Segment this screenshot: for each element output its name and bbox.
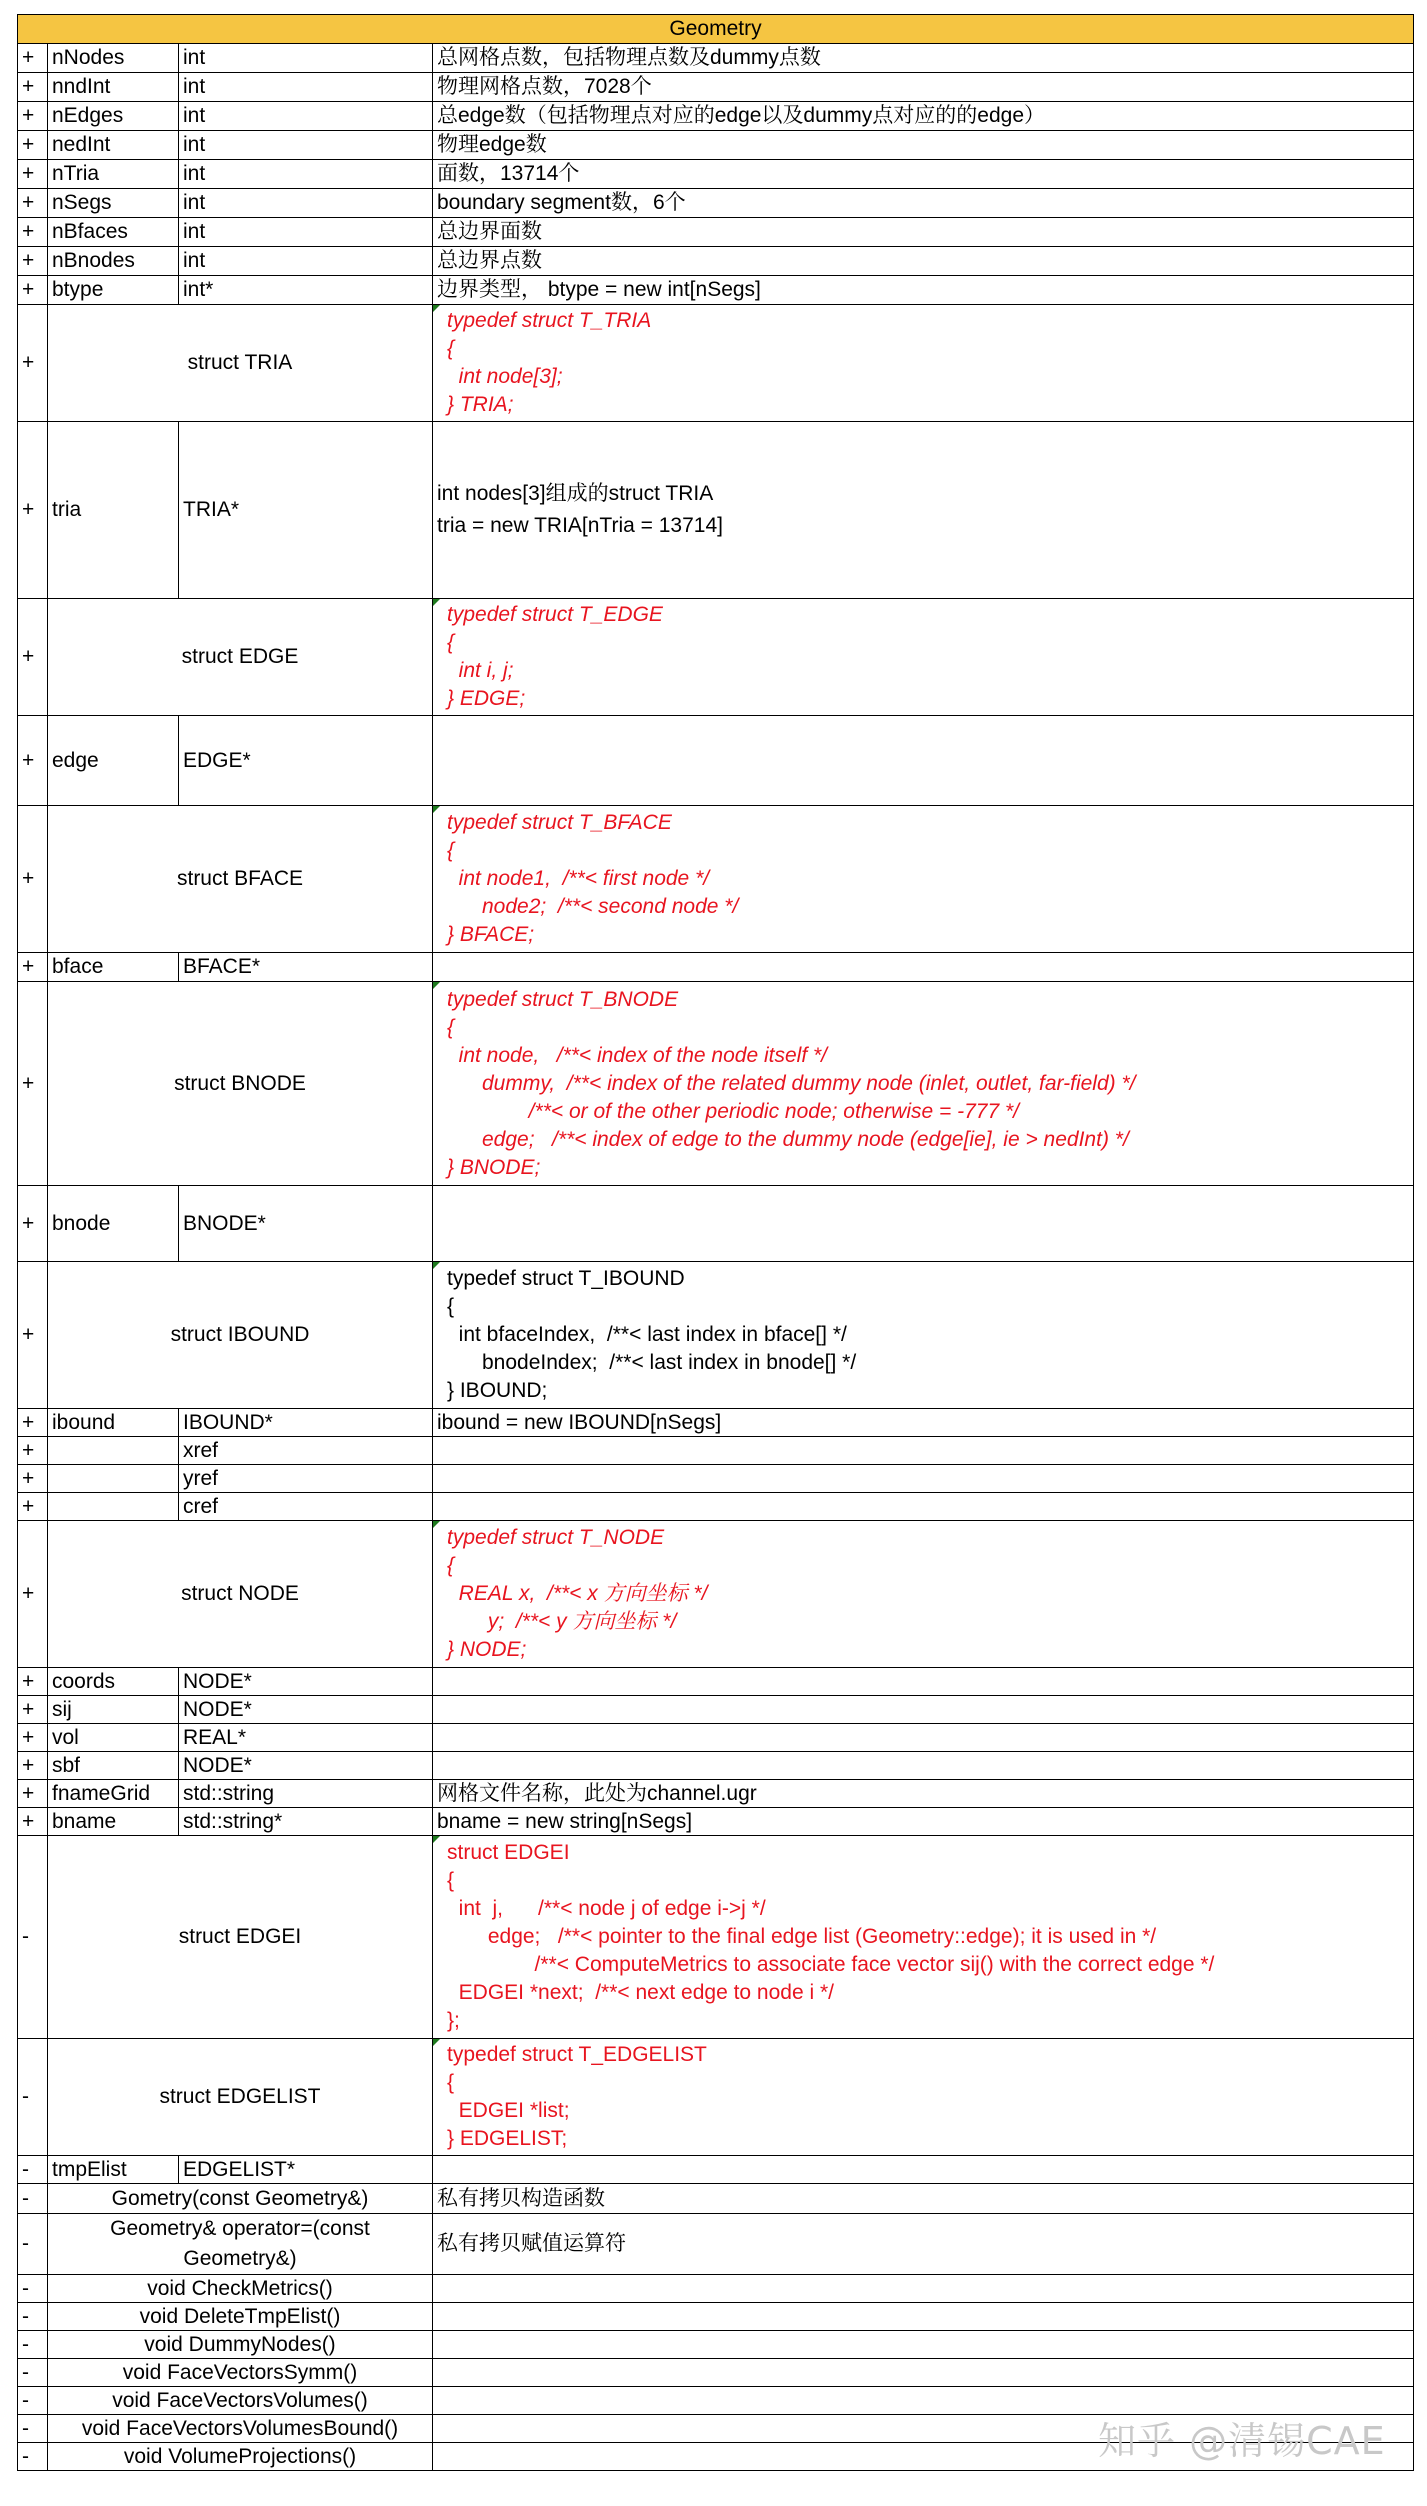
method-description: 私有拷贝赋值运算符 <box>433 2214 1414 2275</box>
member-type: TRIA* <box>179 422 433 599</box>
member-description <box>433 1724 1414 1752</box>
code-line: edge; /**< index of edge to the dummy node (edge[ie], ie > nedInt) */ <box>447 1127 1129 1151</box>
struct-row <box>18 1262 1414 1409</box>
member-description: 总edge数（包括物理点对应的edge以及dummy点对应的的edge） <box>433 102 1414 131</box>
row-sign: + <box>18 247 48 276</box>
method-row <box>18 2303 1414 2331</box>
code-line: /**< or of the other periodic node; otherwise = -777 */ <box>447 1099 1019 1123</box>
row-sign: + <box>18 982 48 1186</box>
member-description: 总边界点数 <box>433 247 1414 276</box>
row-sign: + <box>18 716 48 806</box>
code-line: typedef struct T_BNODE <box>447 987 679 1011</box>
row-sign: + <box>18 1437 48 1465</box>
struct-code <box>433 806 1414 953</box>
code-line: typedef struct T_BFACE <box>447 811 672 834</box>
row-sign: - <box>18 2275 48 2303</box>
method-signature: void DummyNodes() <box>48 2331 433 2359</box>
row-sign: - <box>18 2443 48 2471</box>
struct-code <box>433 1262 1414 1409</box>
table-row <box>18 160 1414 189</box>
method-signature: void CheckMetrics() <box>48 2275 433 2303</box>
table-row <box>18 1696 1414 1724</box>
struct-label: struct EDGEI <box>48 1836 433 2039</box>
member-type: int* <box>179 276 433 305</box>
member-name: bnode <box>48 1186 179 1262</box>
member-type: cref <box>179 1493 433 1521</box>
row-sign: + <box>18 1696 48 1724</box>
struct-label: struct EDGELIST <box>48 2039 433 2156</box>
table-row <box>18 44 1414 73</box>
member-type: int <box>179 44 433 73</box>
table-row <box>18 189 1414 218</box>
row-sign: + <box>18 599 48 716</box>
member-type: std::string* <box>179 1808 433 1836</box>
method-signature: void FaceVectorsVolumes() <box>48 2387 433 2415</box>
member-description <box>433 1493 1414 1521</box>
code-line: struct EDGEI <box>447 1841 570 1864</box>
row-sign: + <box>18 1521 48 1668</box>
code-line: { <box>447 1015 455 1039</box>
method-signature: void FaceVectorsSymm() <box>48 2359 433 2387</box>
table-row <box>18 422 1414 599</box>
code-line: REAL x, /**< x 方向坐标 */ <box>447 1582 708 1605</box>
member-description <box>433 422 1414 599</box>
table-row <box>18 716 1414 806</box>
struct-row <box>18 305 1414 422</box>
struct-row <box>18 1521 1414 1668</box>
member-type: REAL* <box>179 1724 433 1752</box>
member-name: nSegs <box>48 189 179 218</box>
member-type: int <box>179 189 433 218</box>
row-sign: + <box>18 218 48 247</box>
member-name: nedInt <box>48 131 179 160</box>
table-row <box>18 218 1414 247</box>
member-type: int <box>179 160 433 189</box>
method-row <box>18 2331 1414 2359</box>
table-row <box>18 102 1414 131</box>
method-row <box>18 2275 1414 2303</box>
struct-label: struct NODE <box>48 1521 433 1668</box>
geometry-class-table <box>17 14 1414 2471</box>
row-sign: + <box>18 189 48 218</box>
struct-code <box>433 2039 1414 2156</box>
member-description: 物理网格点数，7028个 <box>433 73 1414 102</box>
description-line: tria = new TRIA[nTria = 13714] <box>437 514 723 537</box>
member-type: NODE* <box>179 1668 433 1696</box>
method-row <box>18 2359 1414 2387</box>
struct-row <box>18 1836 1414 2039</box>
code-line: { <box>447 2071 455 2094</box>
table-title: Geometry <box>18 15 1414 44</box>
table-row <box>18 1409 1414 1437</box>
code-line: } BNODE; <box>447 1155 541 1179</box>
member-type: int <box>179 247 433 276</box>
table-row <box>18 247 1414 276</box>
code-line: int j, /**< node j of edge i->j */ <box>447 1897 766 1920</box>
member-description: bname = new string[nSegs] <box>433 1808 1414 1836</box>
method-description <box>433 2331 1414 2359</box>
method-row <box>18 2214 1414 2275</box>
row-sign: - <box>18 2303 48 2331</box>
struct-code <box>433 305 1414 422</box>
code-line: y; /**< y 方向坐标 */ <box>447 1610 677 1633</box>
method-description <box>433 2275 1414 2303</box>
member-name: nTria <box>48 160 179 189</box>
method-row <box>18 2184 1414 2214</box>
row-sign: + <box>18 73 48 102</box>
struct-label: struct IBOUND <box>48 1262 433 1409</box>
method-signature: void VolumeProjections() <box>48 2443 433 2471</box>
table-row <box>18 1465 1414 1493</box>
code-line: { <box>447 631 455 654</box>
row-sign: + <box>18 305 48 422</box>
member-name: sbf <box>48 1752 179 1780</box>
table-row <box>18 953 1414 982</box>
member-type: NODE* <box>179 1752 433 1780</box>
code-line: } EDGELIST; <box>447 2127 568 2150</box>
member-type: NODE* <box>179 1696 433 1724</box>
member-type: yref <box>179 1465 433 1493</box>
code-line: { <box>447 337 455 360</box>
row-sign: + <box>18 102 48 131</box>
code-line: } EDGE; <box>447 687 526 710</box>
row-sign: - <box>18 2387 48 2415</box>
member-name <box>48 1465 179 1493</box>
code-line: int bfaceIndex, /**< last index in bface[] */ <box>447 1323 847 1346</box>
member-name <box>48 1493 179 1521</box>
member-type: int <box>179 73 433 102</box>
code-line: } BFACE; <box>447 923 535 946</box>
code-line: { <box>447 1554 455 1577</box>
member-description: 边界类型， btype = new int[nSegs] <box>433 276 1414 305</box>
method-description: 私有拷贝构造函数 <box>433 2184 1414 2214</box>
code-line: typedef struct T_EDGE <box>447 603 663 626</box>
member-description: ibound = new IBOUND[nSegs] <box>433 1409 1414 1437</box>
member-name: nNodes <box>48 44 179 73</box>
member-name: btype <box>48 276 179 305</box>
code-line: typedef struct T_NODE <box>447 1526 665 1549</box>
code-line: /**< ComputeMetrics to associate face vector sij() with the correct edge */ <box>447 1953 1215 1976</box>
row-sign: + <box>18 1465 48 1493</box>
member-description: 物理edge数 <box>433 131 1414 160</box>
code-line: typedef struct T_EDGELIST <box>447 2043 707 2066</box>
row-sign: - <box>18 2331 48 2359</box>
code-line: int i, j; <box>447 659 514 682</box>
table-row <box>18 1493 1414 1521</box>
table-title-row <box>18 15 1414 44</box>
method-signature: void DeleteTmpElist() <box>48 2303 433 2331</box>
row-sign: + <box>18 44 48 73</box>
method-signature: Geometry& operator=(const Geometry&) <box>48 2214 433 2275</box>
member-type: xref <box>179 1437 433 1465</box>
member-type: BNODE* <box>179 1186 433 1262</box>
member-description: 总边界面数 <box>433 218 1414 247</box>
row-sign: - <box>18 2214 48 2275</box>
member-name: tmpElist <box>48 2156 179 2184</box>
row-sign: + <box>18 1493 48 1521</box>
method-signature: void FaceVectorsVolumesBound() <box>48 2415 433 2443</box>
member-description <box>433 1696 1414 1724</box>
struct-label: struct BNODE <box>48 982 433 1186</box>
code-line: { <box>447 1869 455 1892</box>
member-description <box>433 953 1414 982</box>
code-line: } NODE; <box>447 1638 527 1661</box>
code-line: EDGEI *next; /**< next edge to node i */ <box>447 1981 834 2004</box>
struct-label: struct TRIA <box>48 305 433 422</box>
row-sign: - <box>18 2359 48 2387</box>
code-line: }; <box>447 2009 460 2032</box>
row-sign: + <box>18 1724 48 1752</box>
code-line: dummy, /**< index of the related dummy node (inlet, outlet, far-field) */ <box>447 1071 1136 1095</box>
member-name: nEdges <box>48 102 179 131</box>
member-description: 网格文件名称，此处为channel.ugr <box>433 1780 1414 1808</box>
table-row <box>18 1752 1414 1780</box>
row-sign: + <box>18 1780 48 1808</box>
member-type: std::string <box>179 1780 433 1808</box>
member-description <box>433 1752 1414 1780</box>
member-type: int <box>179 102 433 131</box>
row-sign: - <box>18 2415 48 2443</box>
member-name <box>48 1437 179 1465</box>
code-line: { <box>447 1295 455 1318</box>
row-sign: + <box>18 953 48 982</box>
code-line: } IBOUND; <box>447 1379 548 1402</box>
member-type: EDGELIST* <box>179 2156 433 2184</box>
code-line: int node[3]; <box>447 365 563 388</box>
row-sign: - <box>18 1836 48 2039</box>
table-row <box>18 1186 1414 1262</box>
row-sign: + <box>18 1668 48 1696</box>
member-name: ibound <box>48 1409 179 1437</box>
member-description <box>433 1465 1414 1493</box>
member-description <box>433 1186 1414 1262</box>
row-sign: + <box>18 422 48 599</box>
table-row <box>18 2156 1414 2184</box>
table-row <box>18 73 1414 102</box>
code-line: int node1, /**< first node */ <box>447 867 710 890</box>
table-row <box>18 131 1414 160</box>
struct-row <box>18 982 1414 1186</box>
struct-row <box>18 2039 1414 2156</box>
member-type: int <box>179 131 433 160</box>
struct-code <box>433 1521 1414 1668</box>
method-signature: Gometry(const Geometry&) <box>48 2184 433 2214</box>
member-description <box>433 716 1414 806</box>
member-description <box>433 1668 1414 1696</box>
row-sign: + <box>18 131 48 160</box>
code-line: bnodeIndex; /**< last index in bnode[] */ <box>447 1351 857 1374</box>
code-line: edge; /**< pointer to the final edge list (Geometry::edge); it is used in */ <box>447 1925 1157 1948</box>
member-type: EDGE* <box>179 716 433 806</box>
struct-label: struct EDGE <box>48 599 433 716</box>
code-line: typedef struct T_TRIA <box>447 309 652 332</box>
row-sign: + <box>18 806 48 953</box>
row-sign: - <box>18 2184 48 2214</box>
member-name: edge <box>48 716 179 806</box>
member-name: sij <box>48 1696 179 1724</box>
member-type: int <box>179 218 433 247</box>
struct-label: struct BFACE <box>48 806 433 953</box>
code-line: EDGEI *list; <box>447 2099 570 2122</box>
member-name: nBfaces <box>48 218 179 247</box>
member-name: nndInt <box>48 73 179 102</box>
table-row <box>18 1668 1414 1696</box>
row-sign: + <box>18 1262 48 1409</box>
method-description <box>433 2359 1414 2387</box>
member-type: BFACE* <box>179 953 433 982</box>
member-description: boundary segment数，6个 <box>433 189 1414 218</box>
member-name: vol <box>48 1724 179 1752</box>
watermark: 知乎 @清锡CAE <box>1098 2419 1386 2463</box>
member-name: fnameGrid <box>48 1780 179 1808</box>
member-type: IBOUND* <box>179 1409 433 1437</box>
member-name: coords <box>48 1668 179 1696</box>
table-row <box>18 276 1414 305</box>
member-description: 面数，13714个 <box>433 160 1414 189</box>
table-row <box>18 1780 1414 1808</box>
code-line: node2; /**< second node */ <box>447 895 739 918</box>
row-sign: + <box>18 160 48 189</box>
table-row <box>18 1808 1414 1836</box>
member-name: bface <box>48 953 179 982</box>
method-description <box>433 2303 1414 2331</box>
struct-code <box>433 1836 1414 2039</box>
code-line: int node, /**< index of the node itself */ <box>447 1043 827 1067</box>
member-name: tria <box>48 422 179 599</box>
description-line: int nodes[3]组成的struct TRIA <box>437 482 714 505</box>
code-line: } TRIA; <box>447 393 514 416</box>
struct-row <box>18 806 1414 953</box>
struct-code <box>433 982 1414 1186</box>
row-sign: + <box>18 1186 48 1262</box>
member-description: 总网格点数，包括物理点数及dummy点数 <box>433 44 1414 73</box>
row-sign: - <box>18 2039 48 2156</box>
row-sign: + <box>18 1752 48 1780</box>
row-sign: + <box>18 1808 48 1836</box>
struct-row <box>18 599 1414 716</box>
row-sign: + <box>18 1409 48 1437</box>
table-row <box>18 1724 1414 1752</box>
table-row <box>18 1437 1414 1465</box>
member-name: bname <box>48 1808 179 1836</box>
row-sign: + <box>18 276 48 305</box>
struct-code <box>433 599 1414 716</box>
member-description <box>433 1437 1414 1465</box>
member-description <box>433 2156 1414 2184</box>
row-sign: - <box>18 2156 48 2184</box>
code-line: { <box>447 839 455 862</box>
code-line: typedef struct T_IBOUND <box>447 1267 685 1290</box>
member-name: nBnodes <box>48 247 179 276</box>
